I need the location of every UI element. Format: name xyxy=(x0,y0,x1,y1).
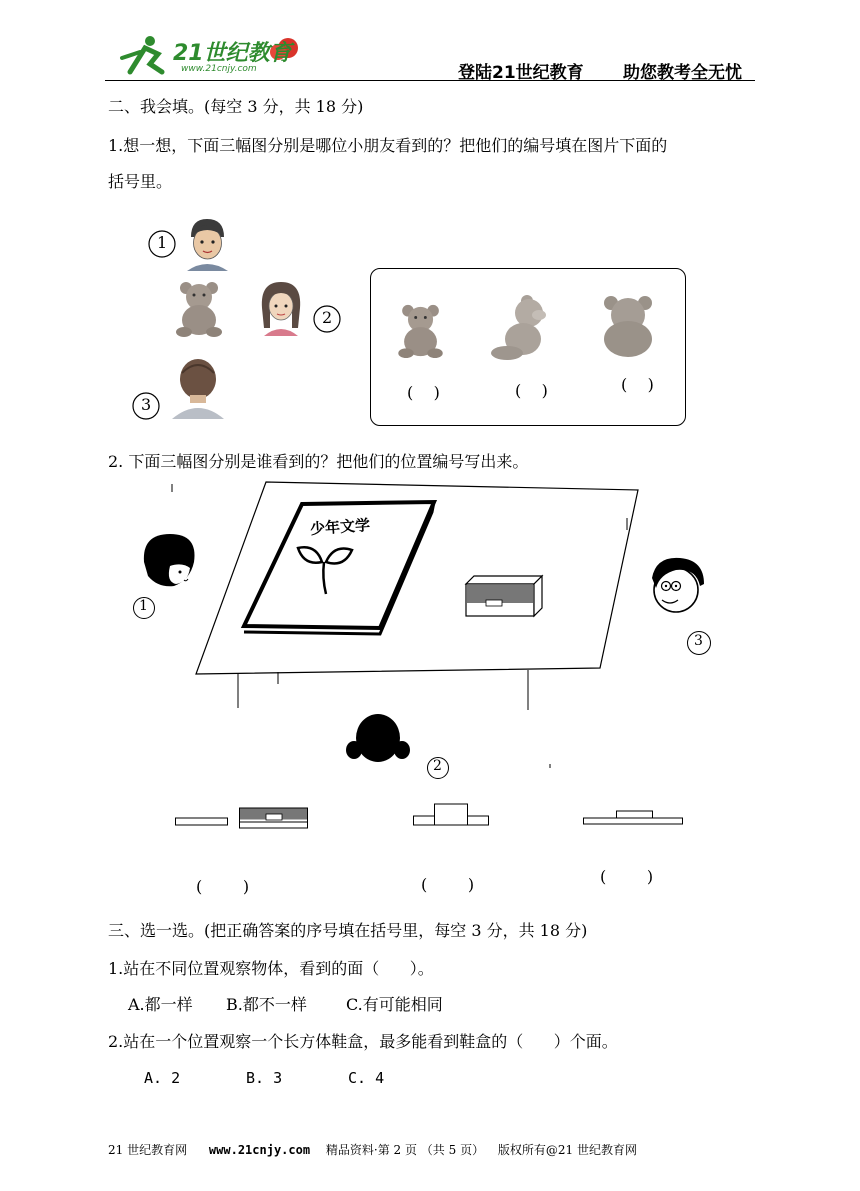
teddy-bear-icon xyxy=(172,280,227,338)
bear-side-view-icon xyxy=(489,293,555,361)
header-divider xyxy=(105,80,755,81)
q2-text: 2. 下面三幅图分别是谁看到的？把他们的位置编号写出来。 xyxy=(108,452,529,471)
footer-left: 21 世纪教育网 xyxy=(108,1143,188,1157)
view-option-1-drawing xyxy=(174,806,310,830)
footer xyxy=(108,1141,768,1158)
person-3-face-icon xyxy=(646,554,708,616)
q1-options-box xyxy=(370,268,686,426)
q1-answer-1[interactable]: ( ) xyxy=(407,383,440,402)
q1-answer-3[interactable]: ( ) xyxy=(621,375,654,394)
section2-title: 二、我会填。(每空 3 分，共 18 分) xyxy=(108,97,364,116)
book-title: 少年文学 xyxy=(309,515,371,539)
girl-front-icon xyxy=(258,278,304,336)
marker-1-label: 1 xyxy=(157,233,168,252)
s3-q2-option-b[interactable]: B. 3 xyxy=(246,1069,283,1087)
view-option-2-drawing xyxy=(412,802,492,828)
s3-q2-option-a[interactable]: A. 2 xyxy=(144,1069,181,1087)
footer-right: 版权所有@21 世纪教育网 xyxy=(497,1143,637,1157)
q2-answer-2[interactable]: ( ) xyxy=(421,875,475,894)
s3-q1-text: 1.站在不同位置观察物体，看到的面（ ）。 xyxy=(108,959,434,978)
section3-title: 三、选一选。(把正确答案的序号填在括号里，每空 3 分，共 18 分) xyxy=(108,921,588,940)
footer-url[interactable]: www.21cnjy.com xyxy=(208,1143,311,1157)
footer-page: 精品资料·第 2 页 （共 5 页） xyxy=(325,1143,485,1157)
boy-back-icon xyxy=(168,357,228,419)
q2-scene xyxy=(130,478,730,788)
marker-3-label: 3 xyxy=(141,395,152,414)
person-2-back-icon xyxy=(344,710,410,766)
person-1-face-icon xyxy=(140,532,202,592)
q1-scene xyxy=(130,212,340,430)
boy-front-icon xyxy=(185,217,230,271)
slogan-right: 助您教考全无忧 xyxy=(623,63,742,83)
s3-q2-text: 2.站在一个位置观察一个长方体鞋盒，最多能看到鞋盒的（ ）个面。 xyxy=(108,1032,618,1051)
bear-front-view-icon xyxy=(393,303,449,359)
table-drawing xyxy=(130,478,730,788)
q1-answer-2[interactable]: ( ) xyxy=(515,381,548,400)
bear-back-view-icon xyxy=(595,293,661,359)
q2-answer-3[interactable]: ( ) xyxy=(600,867,654,886)
s3-q1-option-a[interactable]: A.都一样 xyxy=(128,995,193,1014)
q1-text-line2: 括号里。 xyxy=(108,172,173,191)
person-3-marker-label: 3 xyxy=(694,633,703,649)
header xyxy=(105,30,755,82)
slogan-left: 登陆21世纪教育 xyxy=(458,63,584,83)
q1-text-line1: 1.想一想，下面三幅图分别是哪位小朋友看到的？把他们的编号填在图片下面的 xyxy=(108,136,668,155)
s3-q1-option-b[interactable]: B.都不一样 xyxy=(226,995,307,1014)
logo-text: 21世纪教育 xyxy=(173,41,292,66)
view-option-3-drawing xyxy=(582,809,686,827)
s3-q2-option-c[interactable]: C. 4 xyxy=(348,1069,385,1087)
marker-2-label: 2 xyxy=(322,308,333,327)
person-1-marker-label: 1 xyxy=(139,598,148,614)
s3-q1-option-c[interactable]: C.有可能相同 xyxy=(346,995,443,1014)
logo-url: www.21cnjy.com xyxy=(181,64,257,74)
q2-answer-1[interactable]: ( ) xyxy=(196,877,250,896)
person-2-marker-label: 2 xyxy=(433,758,442,774)
